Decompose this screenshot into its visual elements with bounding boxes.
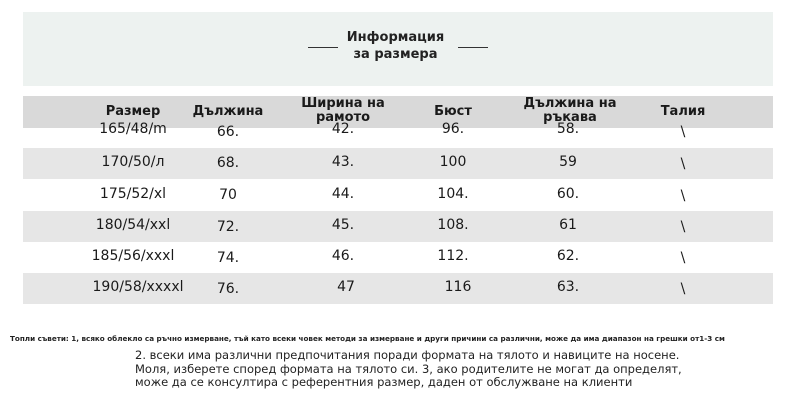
chart-title-line1: Информация	[346, 30, 445, 45]
header-size: Размер	[105, 104, 161, 119]
cell-bust: 108.	[437, 217, 469, 233]
header-bust: Бюст	[434, 104, 472, 119]
cell-waist: \	[680, 188, 686, 204]
cell-length: 66.	[216, 124, 240, 140]
note-line-3: Моля, изберете според формата на тялото си. 3, ако родителите не могат да определят,	[135, 361, 682, 376]
cell-shoulder-width: 44.	[331, 186, 355, 202]
cell-shoulder-width: 42.	[331, 121, 355, 137]
additional-notes	[135, 349, 785, 390]
tips-note: Топли съвети: 1, всяко облекло са ръчно измерване, тъй като всеки човек методи за измерване и други причини са различни, може да има диапазон на грешки от1-3 см	[10, 334, 725, 343]
cell-sleeve-length: 63.	[556, 279, 580, 295]
cell-shoulder-width: 45.	[331, 217, 355, 233]
cell-length: 76.	[216, 281, 240, 297]
cell-sleeve-length: 59	[559, 154, 577, 170]
table-row	[23, 242, 773, 273]
cell-shoulder-width: 46.	[331, 248, 355, 264]
cell-bust: 96.	[441, 121, 465, 137]
cell-bust: 116	[444, 279, 472, 295]
header-waist: Талия	[660, 104, 706, 119]
cell-shoulder-width: 43.	[331, 154, 355, 170]
cell-waist: \	[680, 250, 686, 266]
chart-title-line2: за размера	[353, 47, 438, 62]
cell-waist: \	[680, 156, 686, 172]
size-chart	[23, 12, 773, 304]
title-band	[23, 12, 773, 86]
header-length: Дължина	[192, 104, 264, 119]
cell-size: 185/56/xxxl	[91, 248, 175, 264]
table-row	[23, 180, 773, 211]
cell-size: 165/48/m	[99, 121, 167, 137]
table-row	[23, 115, 773, 146]
chart-title	[338, 29, 453, 63]
cell-sleeve-length: 60.	[556, 186, 580, 202]
note-line-4: може да се консултира с референтния размер, даден от обслужване на клиенти	[135, 375, 633, 389]
cell-length: 68.	[216, 155, 240, 171]
cell-bust: 100	[439, 154, 467, 170]
cell-bust: 112.	[437, 248, 469, 264]
cell-sleeve-length: 62.	[556, 248, 580, 264]
cell-size: 190/58/xxxxl	[92, 279, 184, 295]
table-row	[23, 148, 773, 179]
table-row	[23, 211, 773, 242]
cell-sleeve-length: 61	[559, 217, 577, 233]
cell-length: 70	[219, 187, 237, 203]
header-sleeve-length: Дължина на ръкава	[523, 96, 617, 125]
cell-size: 170/50/л	[101, 154, 165, 170]
cell-waist: \	[680, 124, 686, 140]
cell-bust: 104.	[437, 186, 469, 202]
cell-size: 175/52/xl	[99, 186, 167, 202]
cell-shoulder-width: 47	[337, 279, 355, 295]
header-shoulder-width: Ширина на рамото	[301, 96, 385, 125]
note-line-2: 2. всеки има различни предпочитания поради формата на тялото и навиците на носене.	[135, 348, 680, 362]
cell-sleeve-length: 58.	[556, 121, 580, 137]
cell-length: 74.	[216, 250, 240, 266]
cell-waist: \	[680, 219, 686, 235]
title-decoration-left	[308, 47, 338, 48]
cell-size: 180/54/xxl	[95, 217, 171, 233]
cell-waist: \	[680, 281, 686, 297]
title-decoration-right	[458, 47, 488, 48]
cell-length: 72.	[216, 219, 240, 235]
table-row	[23, 273, 773, 304]
